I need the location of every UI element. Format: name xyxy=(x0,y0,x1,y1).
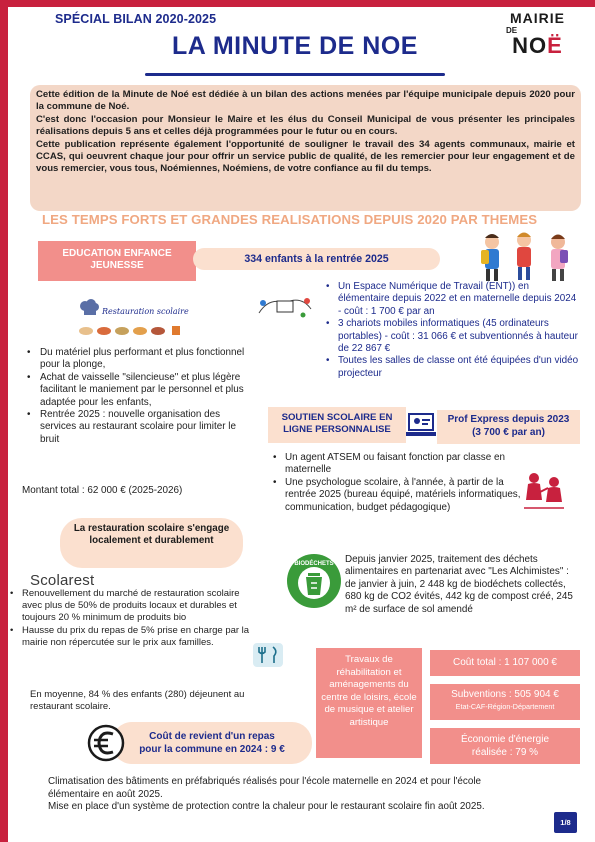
meal-cost-line-1: Coût de revient d'un repas xyxy=(149,731,275,742)
kids-count-banner: 334 enfants à la rentrée 2025 xyxy=(193,248,440,270)
intro-paragraph-3: Cette publication représente également l'opportunité de souligner le travail des 34 agents communaux, mairie et CCAS, qui oeuvrent chaque jour pour offrir un service public de qualité, de les remercier pour leur engagement et de vous remercier, vous tous, Noémiennes, Noémiens, de votre confiance au fil du temps. xyxy=(36,138,575,175)
euro-coin-icon xyxy=(86,722,126,764)
ent-equipment-list xyxy=(318,281,580,380)
subventions-box xyxy=(430,684,580,720)
cutlery-icon xyxy=(253,643,283,667)
child-figure-3 xyxy=(551,235,568,282)
list-item: • Un Espace Numérique de Travail (ENT)) en élémentaire depuis 2022 et en maternelle depuis 2024 - coût : 1 700 € par an xyxy=(318,281,580,318)
intro-box xyxy=(30,85,581,211)
list-item: • Toutes les salles de classe ont été équipées d'un vidéo projecteur xyxy=(318,355,580,380)
list-item: • 3 chariots mobiles informatiques (45 ordinateurs portables) - coût : 31 066 € et subventionnés à hauteur de 22 867 € xyxy=(318,318,580,355)
climatisation-line-2: Mise en place d'un système de protection contre la chaleur pour le restaurant scolaire fin août 2025. xyxy=(48,801,485,813)
child-figure-2 xyxy=(517,233,531,281)
children-illustration xyxy=(472,228,582,288)
logo-line-1: MAIRIE xyxy=(510,10,565,26)
subventions-amount: Subventions : 505 904 € xyxy=(451,689,559,700)
list-item: • Rentrée 2025 : nouvelle organisation des services au restaurant scolaire pour limiter le bruit xyxy=(22,409,254,446)
logo-line-3: NOË xyxy=(512,33,563,58)
list-item: • Renouvellement du marché de restauration scolaire avec plus de 50% de produits locaux et durables et toujours 20 % minimum de produits bio xyxy=(8,588,260,625)
scolarest-list xyxy=(8,588,260,649)
computer-network-sketch-icon xyxy=(255,293,315,321)
chef-hat-icon xyxy=(78,299,100,317)
top-accent-bar xyxy=(0,0,595,7)
list-item: • Une psychologue scolaire, à l'année, à partir de la rentrée 2025 (bureau équipé, matériels informatiques, communication, budget pédagogique) xyxy=(271,477,521,514)
intro-paragraph-2: C'est donc l'occasion pour Monsieur le Maire et les élus du Conseil Municipal de vous présenter les principales réalisations depuis 5 ans et celles déjà programmées pour le futur ou en cours. xyxy=(36,113,575,138)
energy-savings-box xyxy=(430,728,580,764)
child-figure-1 xyxy=(481,234,499,281)
climatisation-text xyxy=(48,776,528,814)
prof-express-cost: (3 700 € par an) xyxy=(472,427,545,438)
biodechets-text: Depuis janvier 2025, traitement des déchets alimentaires en partenariat avec "Les Alchimistes" : de janvier à juin, 2 448 kg de biodéchets collectés, 680 kg de CO2 évités, 442 kg de compost créé, 245 m² de surface de sol amendé xyxy=(345,554,573,615)
restauration-engagement-badge: La restauration scolaire s'engage localement et durablement xyxy=(60,518,243,568)
page-number: 1/8 xyxy=(554,812,577,833)
left-accent-bar xyxy=(0,0,8,842)
travaux-box: Travaux de réhabilitation et aménagements du centre de loisirs, école de musique et atelier artistique xyxy=(316,648,422,758)
scolarest-logo: Scolarest xyxy=(30,572,95,589)
page-title: LA MINUTE DE NOE xyxy=(172,32,418,60)
logo-line-2: DE xyxy=(506,26,518,35)
restauration-scolaire-label: Restauration scolaire xyxy=(102,307,189,316)
psychologist-illustration xyxy=(520,470,568,512)
title-underline xyxy=(145,73,445,76)
list-item: • Du matériel plus performant et plus fonctionnel pour la plonge, xyxy=(22,347,254,372)
food-plates-icon xyxy=(78,324,188,336)
list-item: • Hausse du prix du repas de 5% prise en charge par la mairie non répercutée sur le prix aux familles. xyxy=(8,625,260,649)
energy-savings-line-1: Économie d'énergie xyxy=(460,734,550,745)
prof-express-title: Prof Express depuis 2023 xyxy=(447,414,570,425)
mairie-logo xyxy=(500,10,575,57)
list-item: • Achat de vaisselle "silencieuse" et plus légère facilitant le maniement par le personnel et plus adaptée pour les enfants, xyxy=(22,372,254,409)
online-tutoring-icon xyxy=(406,411,436,439)
intro-paragraph-1: Cette édition de la Minute de Noé est dédiée à un bilan des actions menées par l'équipe municipale depuis 2020 pour la commune de Noé. xyxy=(36,89,575,113)
education-section-label: EDUCATION ENFANCE JEUNESSE xyxy=(38,241,196,281)
canteen-attendance: En moyenne, 84 % des enfants (280) déjeunent au restaurant scolaire. xyxy=(30,689,245,713)
biodechets-badge-text: BIODÉCHETS xyxy=(294,561,334,567)
subventions-detail: Etat-CAF-Région-Département xyxy=(455,702,555,711)
cout-total-box: Coût total : 1 107 000 € xyxy=(430,650,580,676)
prof-express-box xyxy=(437,410,580,444)
list-item: • Un agent ATSEM ou faisant fonction par classe en maternelle xyxy=(271,452,521,477)
meal-cost-line-2: pour la commune en 2024 : 9 € xyxy=(139,744,285,755)
montant-total: Montant total : 62 000 € (2025-2026) xyxy=(22,485,183,496)
biodechets-badge-icon xyxy=(286,553,342,609)
staff-list xyxy=(271,452,521,514)
meal-cost-badge xyxy=(112,722,312,764)
energy-savings-line-2: réalisée : 79 % xyxy=(471,747,539,758)
themes-heading: LES TEMPS FORTS ET GRANDES REALISATIONS DEPUIS 2020 PAR THEMES xyxy=(42,212,538,227)
climatisation-line-1: Climatisation des bâtiments en préfabriqués réalisés pour l'école maternelle en 2024 et pour l'école élémentaire en août 2025. xyxy=(48,776,482,800)
special-edition-label: SPÉCIAL BILAN 2020-2025 xyxy=(55,12,217,26)
soutien-scolaire-label: SOUTIEN SCOLAIRE EN LIGNE PERSONNALISE xyxy=(268,407,406,443)
restauration-equipment-list xyxy=(22,347,254,446)
